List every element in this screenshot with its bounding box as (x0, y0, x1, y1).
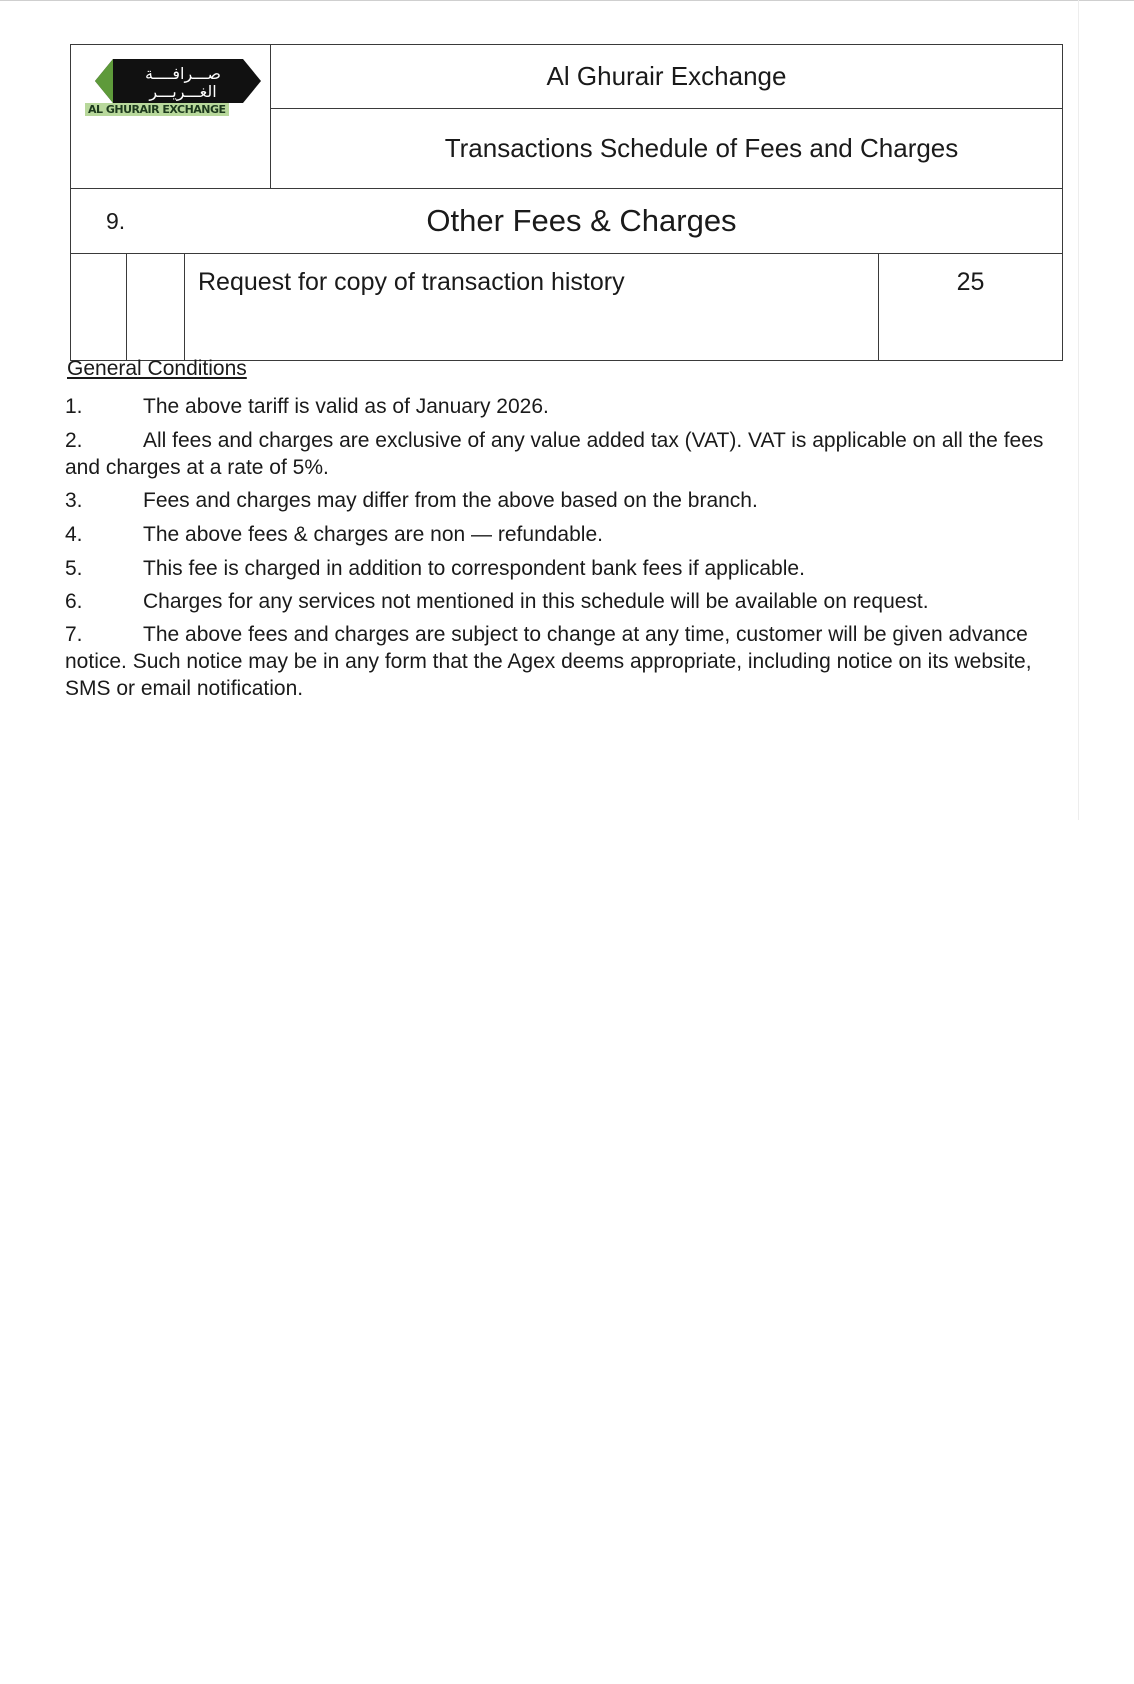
condition-item (65, 427, 1065, 481)
condition-text: This fee is charged in addition to correspondent bank fees if applicable. (143, 557, 805, 580)
title-cells (271, 45, 1062, 188)
header-row (71, 45, 1062, 188)
fee-blank-cell-2 (127, 254, 185, 360)
condition-number: 7. (65, 623, 83, 646)
section-title: Other Fees & Charges (426, 203, 737, 238)
condition-item (65, 588, 1065, 615)
company-logo-icon (83, 51, 263, 111)
condition-number: 2. (65, 429, 83, 452)
condition-number: 3. (65, 489, 83, 512)
section-row (71, 188, 1062, 253)
logo-cell (71, 45, 271, 188)
fee-blank-cell-1 (71, 254, 127, 360)
fee-amount: 25 (956, 268, 985, 296)
condition-number: 6. (65, 590, 83, 613)
condition-text: The above fees & charges are non — refundable. (143, 523, 603, 546)
logo-arabic-line-1: صـــرافــــة (145, 64, 221, 83)
condition-number: 4. (65, 523, 83, 546)
company-name: Al Ghurair Exchange (271, 45, 1062, 109)
condition-text: All fees and charges are exclusive of any value added tax (VAT). VAT is applicable on all the fees and charges at a rate of 5%. (65, 429, 1044, 479)
condition-text: Fees and charges may differ from the above based on the branch. (143, 489, 758, 512)
condition-item (65, 521, 1065, 548)
top-scan-edge (0, 0, 1134, 1)
condition-text: The above fees and charges are subject to change at any time, customer will be given advance notice. Such notice may be in any form that the Agex deems appropriate, including notice on its website, SMS or email notification. (65, 623, 1032, 700)
condition-item (65, 487, 1065, 514)
fee-description: Request for copy of transaction history (185, 254, 879, 360)
document-title: Transactions Schedule of Fees and Charges (444, 133, 959, 163)
condition-text: Charges for any services not mentioned in this schedule will be available on request. (143, 590, 929, 613)
logo-english-text: AL GHURAIR EXCHANGE (85, 103, 229, 116)
condition-item (65, 555, 1065, 582)
condition-number: 5. (65, 557, 83, 580)
conditions-heading: General Conditions (67, 357, 247, 380)
condition-item (65, 393, 1065, 420)
logo-arabic-line-2: الغـــريـــر (149, 82, 217, 101)
condition-item (65, 621, 1065, 702)
right-scan-edge (1078, 0, 1079, 820)
fee-row (71, 253, 1062, 360)
fees-table (70, 44, 1063, 361)
section-number: 9. (106, 207, 126, 234)
condition-number: 1. (65, 395, 83, 418)
condition-text: The above tariff is valid as of January 2026. (143, 395, 549, 418)
